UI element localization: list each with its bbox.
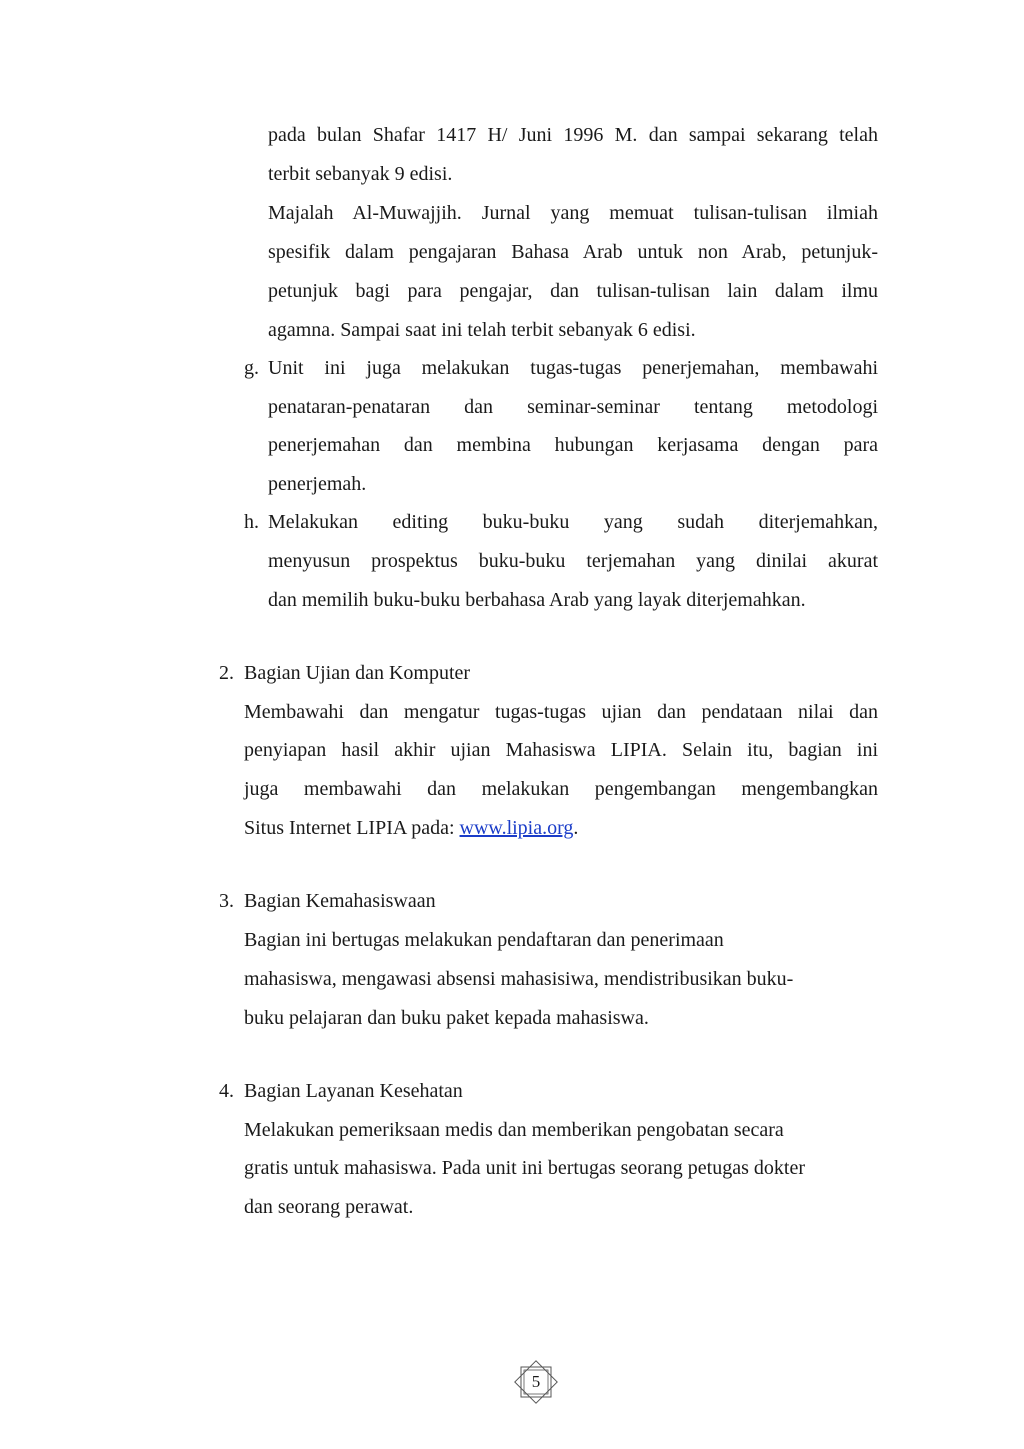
list-marker-h: h. xyxy=(244,511,259,533)
section-4-line: dan seorang perawat. xyxy=(244,1196,414,1218)
list-item-h-line: dan memilih buku-buku berbahasa Arab yang layak diterjemahkan. xyxy=(268,589,806,611)
list-item-g-line: penerjemahan dan membina hubungan kerjasama dengan para xyxy=(268,434,878,456)
list-item-g-line: Unit ini juga melakukan tugas-tugas penerjemahan, membawahi xyxy=(268,357,878,379)
section-heading-4: Bagian Layanan Kesehatan xyxy=(244,1080,463,1102)
section-2-line-prefix: Situs Internet LIPIA pada: xyxy=(244,817,460,839)
list-item-h-line: Melakukan editing buku-buku yang sudah diterjemahkan, xyxy=(268,511,878,533)
section-heading-3: Bagian Kemahasiswaan xyxy=(244,890,436,912)
list-item-g-line: penataran-penataran dan seminar-seminar tentang metodologi xyxy=(268,396,878,418)
section-3-line: Bagian ini bertugas melakukan pendaftaran dan penerimaan xyxy=(244,929,724,951)
list-item-h-line: menyusun prospektus buku-buku terjemahan yang dinilai akurat xyxy=(268,550,878,572)
paragraph-line: terbit sebanyak 9 edisi. xyxy=(268,163,453,185)
list-item-g-line: penerjemah. xyxy=(268,473,367,495)
section-2-line: penyiapan hasil akhir ujian Mahasiswa LIPIA. Selain itu, bagian ini xyxy=(244,739,878,761)
section-3-line: mahasiswa, mengawasi absensi mahasisiwa, mendistribusikan buku- xyxy=(244,968,794,990)
page-footer xyxy=(511,1357,561,1407)
section-2-line: juga membawahi dan melakukan pengembangan mengembangkan xyxy=(244,778,878,800)
paragraph-line: petunjuk bagi para pengajar, dan tulisan-tulisan lain dalam ilmu xyxy=(268,280,878,302)
paragraph-line: pada bulan Shafar 1417 H/ Juni 1996 M. dan sampai sekarang telah xyxy=(268,124,878,146)
paragraph-line: spesifik dalam pengajaran Bahasa Arab untuk non Arab, petunjuk- xyxy=(268,241,878,263)
section-number-4: 4. xyxy=(219,1080,234,1102)
section-2-line: Membawahi dan mengatur tugas-tugas ujian dan pendataan nilai dan xyxy=(244,701,878,723)
section-3-line: buku pelajaran dan buku paket kepada mahasiswa. xyxy=(244,1007,649,1029)
paragraph-line: Majalah Al-Muwajjih. Jurnal yang memuat tulisan-tulisan ilmiah xyxy=(268,202,878,224)
list-marker-g: g. xyxy=(244,357,259,379)
paragraph-line: agamna. Sampai saat ini telah terbit sebanyak 6 edisi. xyxy=(268,319,696,341)
section-4-line: gratis untuk mahasiswa. Pada unit ini bertugas seorang petugas dokter xyxy=(244,1157,805,1179)
section-4-line: Melakukan pemeriksaan medis dan memberikan pengobatan secara xyxy=(244,1119,784,1141)
section-heading-2: Bagian Ujian dan Komputer xyxy=(244,662,471,684)
section-number-3: 3. xyxy=(219,890,234,912)
lipia-website-link[interactable]: www.lipia.org xyxy=(459,817,574,839)
page-number: 5 xyxy=(531,1372,541,1391)
section-number-2: 2. xyxy=(219,662,234,684)
section-2-line xyxy=(244,816,878,840)
section-2-line-suffix: . xyxy=(573,817,579,839)
